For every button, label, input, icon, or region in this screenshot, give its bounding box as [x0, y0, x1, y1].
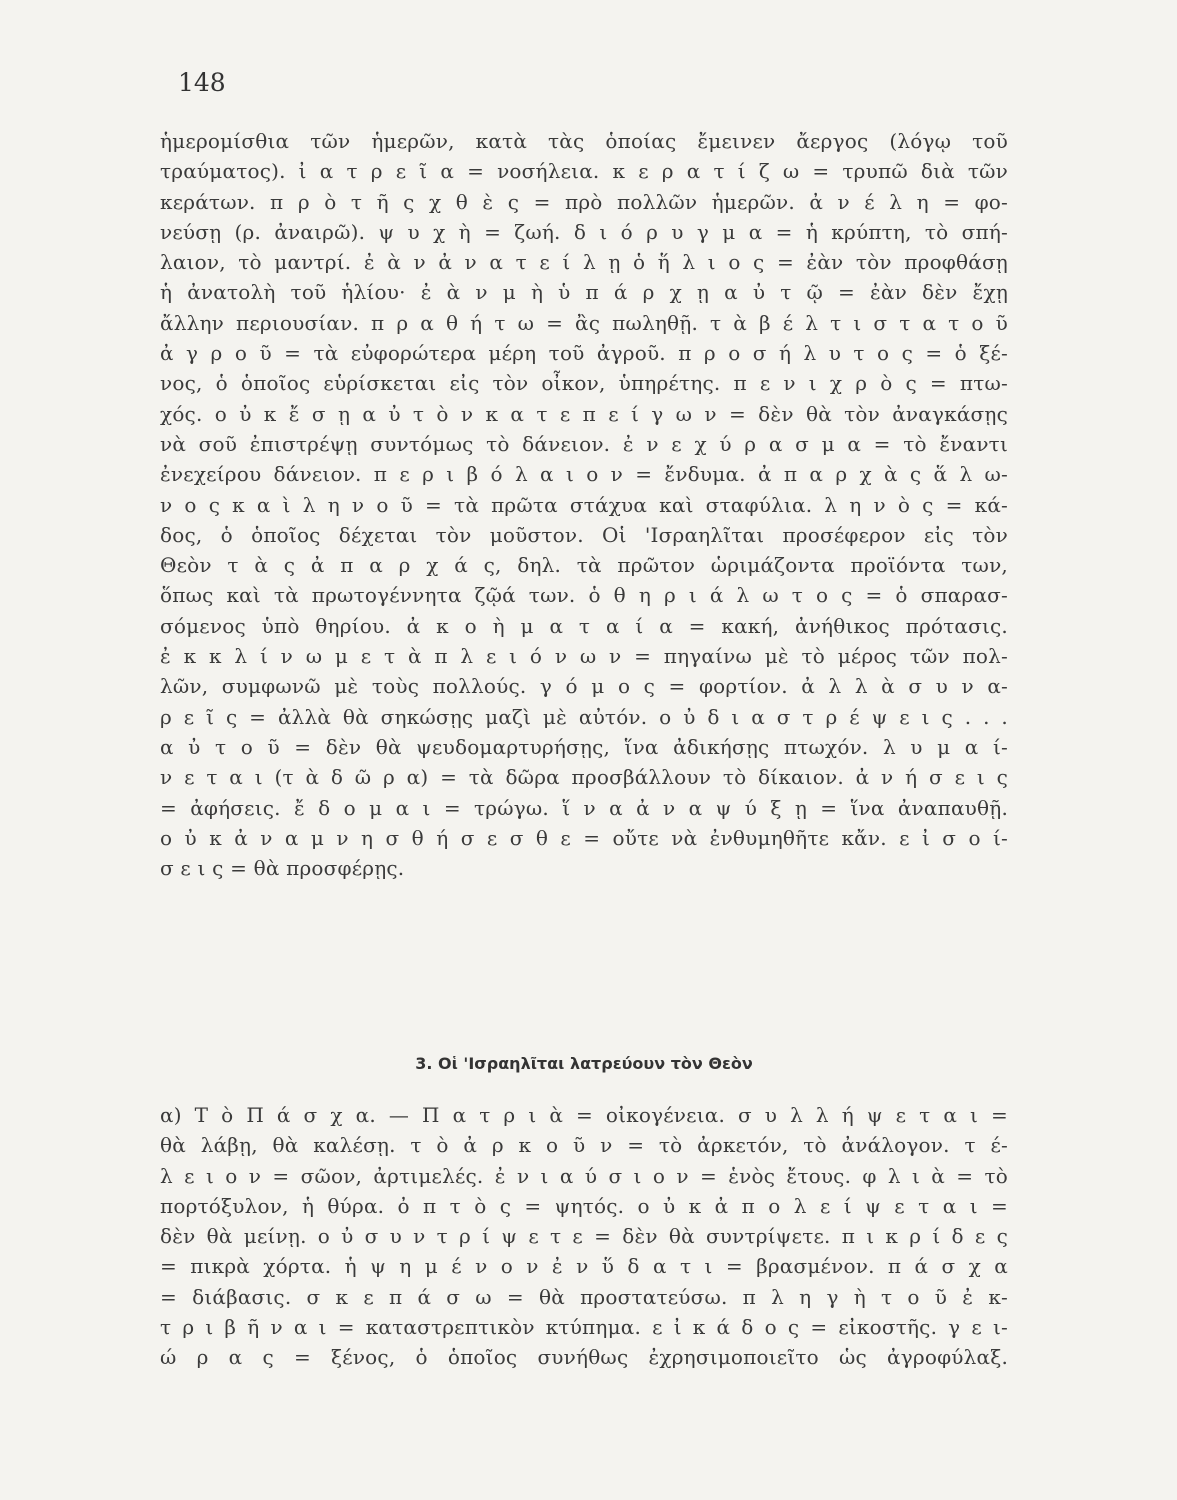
text-line: ὅπως καὶ τὰ πρωτογέννητα ζῷά των. ὁ θ η ρ ι ά λ ω τ ο ς = ὁ σπαρασ- [160, 583, 1008, 608]
text-line: α) Τ ὸ Π ά σ χ α. — Π α τ ρ ι ὰ = οἰκογένεια. σ υ λ λ ή ψ ε τ α ι = [160, 1103, 1008, 1127]
text-line: σόμενος ὑπὸ θηρίου. ἀ κ ο ὴ μ α τ α ί α = κακή, ἀνήθικος πρότασις. [160, 613, 1008, 638]
text-line: κεράτων. π ρ ὸ τ ῆ ς χ θ ὲ ς = πρὸ πολλῶν ἡμερῶν. ἀ ν έ λ η = φο- [160, 189, 1008, 214]
text-line: λῶν, συμφωνῶ μὲ τοὺς πολλούς. γ ό μ ο ς = φορτίον. ἀ λ λ ὰ σ υ ν α- [160, 674, 1008, 699]
text-line: = πικρὰ χόρτα. ἡ ψ η μ έ ν ο ν ἐ ν ὕ δ α τ ι = βρασμένον. π ά σ χ α [160, 1254, 1008, 1279]
text-line: ἄλλην περιουσίαν. π ρ α θ ή τ ω = ἂς πωληθῇ. τ ὰ β έ λ τ ι σ τ α τ ο ῦ [160, 310, 1008, 335]
text-line: = διάβασις. σ κ ε π ά σ ω = θὰ προστατεύσω. π λ η γ ὴ τ ο ῦ ἐ κ- [160, 1284, 1008, 1309]
text-line: ν ο ς κ α ὶ λ η ν ο ῦ = τὰ πρῶτα στάχυα καὶ σταφύλια. λ η ν ὸ ς = κά- [160, 492, 1008, 517]
text-line: ἐνεχείρου δάνειον. π ε ρ ι β ό λ α ι ο ν = ἔνδυμα. ἀ π α ρ χ ὰ ς ἅ λ ω- [160, 462, 1008, 487]
glossary-paragraph-2 [160, 1100, 1008, 1373]
text-line: δος, ὁ ὁποῖος δέχεται τὸν μοῦστον. Οἱ 'Ισραηλῖται προσέφερον εἰς τὸν [160, 522, 1008, 547]
text-line: τραύματος). ἰ α τ ρ ε ῖ α = νοσήλεια. κ ε ρ α τ ί ζ ω = τρυπῶ διὰ τῶν [160, 159, 1008, 184]
text-line: ἀ γ ρ ο ῦ = τὰ εὐφορώτερα μέρη τοῦ ἀγροῦ. π ρ ο σ ή λ υ τ ο ς = ὁ ξέ- [160, 341, 1008, 366]
section-heading: 3. Οἱ 'Ισραηλῖται λατρεύουν τὸν Θεὸν [415, 1054, 753, 1073]
text-line: νὰ σοῦ ἐπιστρέψῃ συντόμως τὸ δάνειον. ἐ ν ε χ ύ ρ α σ μ α = τὸ ἔναντι [160, 431, 1008, 456]
text-line: = ἀφήσεις. ἔ δ ο μ α ι = τρώγω. ἵ ν α ἀ ν α ψ ύ ξ ῃ = ἵνα ἀναπαυθῇ. [160, 795, 1008, 820]
text-line: Θεὸν τ ὰ ς ἀ π α ρ χ ά ς, δηλ. τὰ πρῶτον ὡριμάζοντα προϊόντα των, [160, 553, 1008, 578]
text-line: ἡμερομίσθια τῶν ἡμερῶν, κατὰ τὰς ὁποίας ἔμεινεν ἄεργος (λόγῳ τοῦ [160, 129, 1008, 153]
text-line: νεύσῃ (ρ. ἀναιρῶ). ψ υ χ ὴ = ζωή. δ ι ό ρ υ γ μ α = ἡ κρύπτη, τὸ σπή- [160, 219, 1008, 244]
text-line: πορτόξυλον, ἡ θύρα. ὀ π τ ὸ ς = ψητός. ο ὐ κ ἀ π ο λ ε ί ψ ε τ α ι = [160, 1193, 1008, 1218]
text-line: τ ρ ι β ῆ ν α ι = καταστρεπτικὸν κτύπημα. ε ἰ κ ά δ ο ς = εἰκοστῆς. γ ε ι- [160, 1315, 1008, 1340]
glossary-paragraph-1 [160, 126, 1008, 883]
page-number: 148 [178, 68, 226, 97]
text-line: θὰ λάβῃ, θὰ καλέσῃ. τ ὸ ἀ ρ κ ο ῦ ν = τὸ ἀρκετόν, τὸ ἀνάλογον. τ έ- [160, 1133, 1008, 1158]
text-line: ἐ κ κ λ ί ν ω μ ε τ ὰ π λ ε ι ό ν ω ν = πηγαίνω μὲ τὸ μέρος τῶν πολ- [160, 644, 1008, 669]
text-line: λαιον, τὸ μαντρί. ἐ ὰ ν ἀ ν α τ ε ί λ ῃ ὁ ἥ λ ι ο ς = ἐὰν τὸν προφθάσῃ [160, 250, 1008, 275]
text-line: α ὐ τ ο ῦ = δὲν θὰ ψευδομαρτυρήσῃς, ἵνα ἀδικήσῃς πτωχόν. λ υ μ α ί- [160, 734, 1008, 759]
text-line: ώ ρ α ς = ξένος, ὁ ὁποῖος συνήθως ἐχρησιμοποιεῖτο ὡς ἀγροφύλαξ. [160, 1345, 1008, 1370]
text-line: ἡ ἀνατολὴ τοῦ ἡλίου· ἐ ὰ ν μ ὴ ὑ π ά ρ χ ῃ α ὐ τ ῷ = ἐὰν δὲν ἔχῃ [160, 280, 1008, 305]
text-line: ρ ε ῖ ς = ἀλλὰ θὰ σηκώσῃς μαζὶ μὲ αὐτόν. ο ὐ δ ι α σ τ ρ έ ψ ε ι ς . . . [160, 704, 1008, 729]
text-line: λ ε ι ο ν = σῶον, ἀρτιμελές. ἐ ν ι α ύ σ ι ο ν = ἑνὸς ἔτους. φ λ ι ὰ = τὸ [160, 1163, 1008, 1188]
text-line: ο ὐ κ ἀ ν α μ ν η σ θ ή σ ε σ θ ε = οὔτε νὰ ἐνθυμηθῆτε κἄν. ε ἰ σ ο ί- [160, 825, 1008, 850]
text-line: σ ε ι ς = θὰ προσφέρῃς. [160, 856, 405, 881]
text-line: δὲν θὰ μείνῃ. ο ὐ σ υ ν τ ρ ί ψ ε τ ε = δὲν θὰ συντρίψετε. π ι κ ρ ί δ ε ς [160, 1224, 1008, 1249]
text-line: νος, ὁ ὁποῖος εὑρίσκεται εἰς τὸν οἶκον, ὑπηρέτης. π ε ν ι χ ρ ὸ ς = πτω- [160, 371, 1008, 396]
text-line: ν ε τ α ι (τ ὰ δ ῶ ρ α) = τὰ δῶρα προσβάλλουν τὸ δίκαιον. ἀ ν ή σ ε ι ς [160, 765, 1008, 790]
text-line: χός. ο ὐ κ ἔ σ ῃ α ὐ τ ὸ ν κ α τ ε π ε ί γ ω ν = δὲν θὰ τὸν ἀναγκάσῃς [160, 401, 1008, 426]
